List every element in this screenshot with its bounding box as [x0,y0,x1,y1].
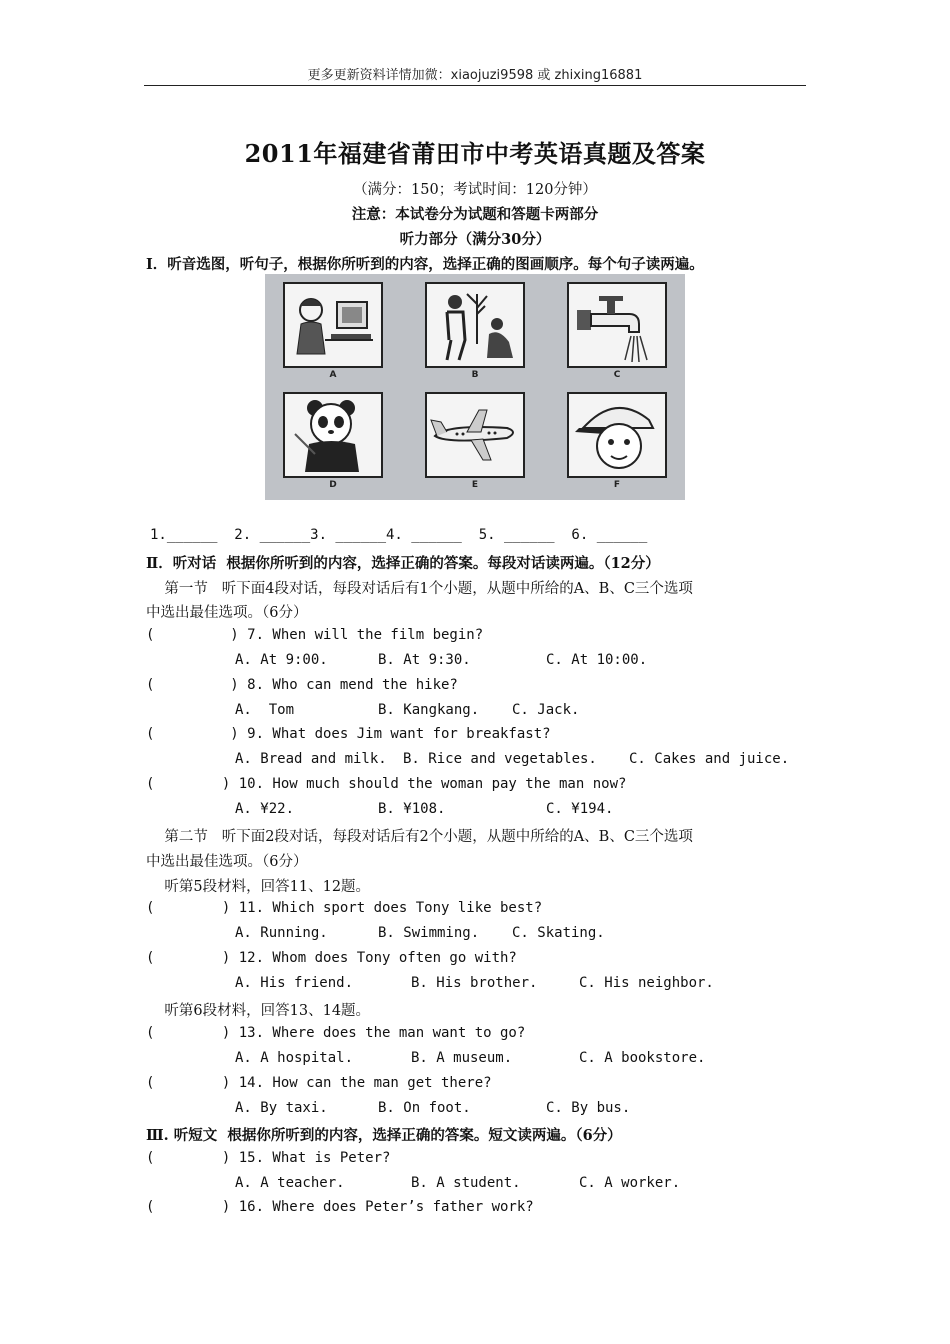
section2-heading: Ⅱ．听对话 根据你所听到的内容，选择正确的答案。每段对话读两遍。（12分） [146,555,660,572]
part2-intro-line1: 第二节 听下面2段对话，每段对话后有2个小题，从题中所给的A、B、C三个选项 [146,829,693,845]
picture-c [567,282,667,368]
q10-option-b: B. ¥108. [378,801,446,817]
q12-option-b: B. His brother. [411,975,538,991]
planting-tree-icon [427,284,523,366]
picture-a-label: A [329,370,337,380]
q10-option-a: A. ¥22. [235,801,295,817]
question-13: ( ) 13. Where does the man want to go? [146,1025,526,1041]
q7-option-a: A. At 9:00. [235,652,328,668]
picture-d [283,392,383,478]
q11-option-c: C. Skating. [512,925,605,941]
picture-e [425,392,525,478]
picture-c-label: C [613,370,621,380]
q13-option-a: A. A hospital. [235,1050,354,1066]
q14-option-a: A. By taxi. [235,1100,328,1116]
material-6-intro: 听第6段材料，回答13、14题。 [146,1003,371,1019]
q15-option-c: C. A worker. [579,1175,681,1191]
q9-option-a: A. Bread and milk. [235,751,387,767]
q15-option-a: A. A teacher. [235,1175,345,1191]
q8-option-c: C. Jack. [512,702,580,718]
q7-option-b: B. At 9:30. [378,652,471,668]
q9-option-b: B. Rice and vegetables. [403,751,597,767]
page-header: 更多更新资料详情加微：xiaojuzi9598 或 zhixing16881 [307,68,643,83]
picture-e-label: E [471,480,479,490]
q13-option-c: C. A bookstore. [579,1050,706,1066]
q15-option-b: B. A student. [411,1175,521,1191]
picture-b [425,282,525,368]
q12-option-c: C. His neighbor. [579,975,714,991]
q7-option-c: C. At 10:00. [546,652,648,668]
water-tap-icon [569,284,665,366]
question-12: ( ) 12. Whom does Tony often go with? [146,950,517,966]
header-divider [144,85,806,86]
picture-f-label: F [613,480,621,490]
q10-option-c: C. ¥194. [546,801,614,817]
picture-b-label: B [471,370,479,380]
airplane-icon [427,394,523,476]
answer-blanks: 1.______ 2. ______3. ______4. ______ 5. ______ 6. ______ [150,527,648,543]
picture-d-label: D [329,480,337,490]
question-16: ( ) 16. Where does Peter’s father work? [146,1199,534,1215]
question-14: ( ) 14. How can the man get there? [146,1075,492,1091]
boy-cap-icon [569,394,665,476]
q11-option-b: B. Swimming. [378,925,480,941]
page-title: 2011年福建省莆田市中考英语真题及答案 [244,139,706,168]
section3-heading: Ⅲ. 听短文 根据你所听到的内容，选择正确的答案。短文读两遍。（6分） [146,1127,622,1144]
listening-title: 听力部分（满分30分） [399,231,551,248]
question-9: ( ) 9. What does Jim want for breakfast? [146,726,551,742]
q13-option-b: B. A museum. [411,1050,513,1066]
question-11: ( ) 11. Which sport does Tony like best? [146,900,543,916]
part1-intro-line1: 第一节 听下面4段对话，每段对话后有1个小题，从题中所给的A、B、C三个选项 [146,581,693,597]
score-time: （满分：150；考试时间：120分钟） [353,182,597,198]
q9-option-c: C. Cakes and juice. [629,751,790,767]
picture-options-figure [265,274,685,500]
notice: 注意：本试卷分为试题和答题卡两部分 [351,206,599,223]
q8-option-b: B. Kangkang. [378,702,480,718]
question-15: ( ) 15. What is Peter? [146,1150,391,1166]
picture-f [567,392,667,478]
question-8: ( ) 8. Who can mend the hike? [146,677,458,693]
section1-heading: Ⅰ．听音选图，听句子，根据你所听到的内容，选择正确的图画顺序。每个句子读两遍。 [146,256,704,273]
q12-option-a: A. His friend. [235,975,354,991]
q11-option-a: A. Running. [235,925,328,941]
girl-computer-icon [285,284,381,366]
material-5-intro: 听第5段材料，回答11、12题。 [146,879,371,895]
part1-intro-line2: 中选出最佳选项。（6分） [146,605,308,621]
q14-option-b: B. On foot. [378,1100,471,1116]
question-10: ( ) 10. How much should the woman pay the man now? [146,776,627,792]
question-7: ( ) 7. When will the film begin? [146,627,484,643]
part2-intro-line2: 中选出最佳选项。（6分） [146,854,308,870]
panda-icon [285,394,381,476]
picture-a [283,282,383,368]
q14-option-c: C. By bus. [546,1100,631,1116]
q8-option-a: A. Tom [235,702,295,718]
